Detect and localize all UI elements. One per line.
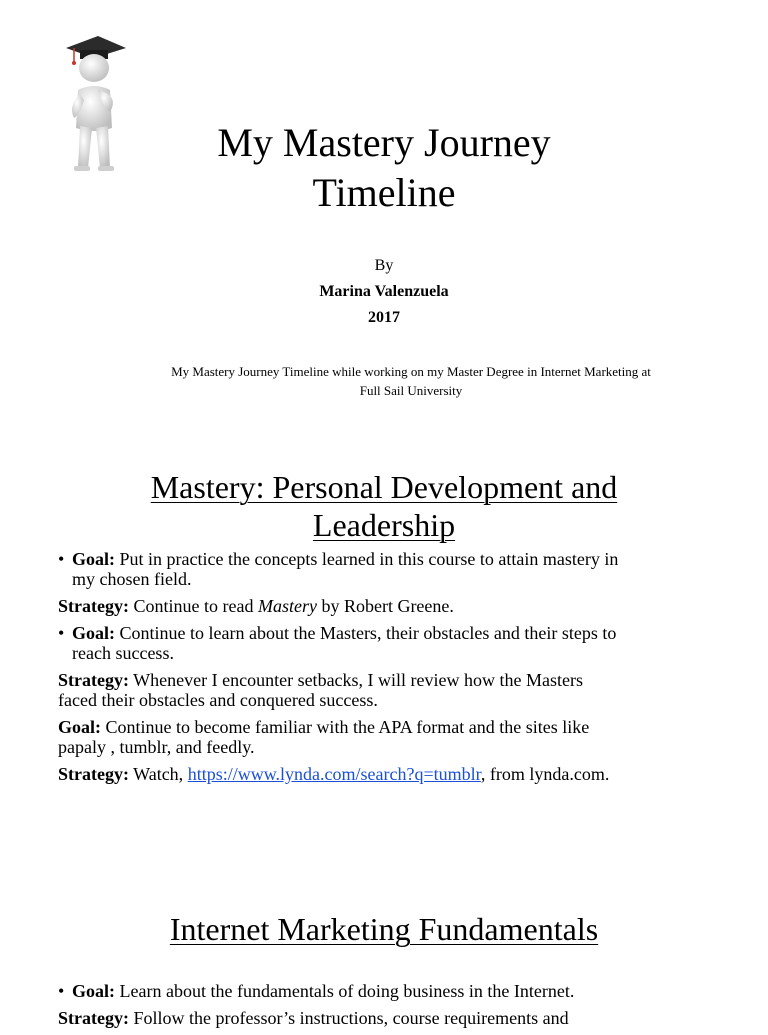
goal-text-line-1: Continue to become familiar with the APA format and the sites like	[101, 717, 590, 737]
list-item-strategy-1	[58, 596, 718, 616]
list-item-strategy-3	[58, 764, 718, 784]
list-item-strategy-4	[58, 1008, 718, 1028]
strategy-label: Strategy:	[58, 596, 129, 616]
section-1-content	[58, 549, 718, 791]
goal-text-line-1: Continue to learn about the Masters, their obstacles and their steps to	[115, 623, 617, 643]
goal-text-line-1: Put in practice the concepts learned in this course to attain mastery in	[115, 549, 619, 569]
section-2-heading-line-1: Internet Marketing Fundamentals	[169, 911, 599, 947]
strategy-label: Strategy:	[58, 764, 129, 784]
strategy-text-line-1: Whenever I encounter setbacks, I will review how the Masters	[128, 670, 583, 690]
list-item-goal-3	[58, 717, 718, 757]
publication-year: 2017	[368, 309, 400, 326]
strategy-text-pre: Continue to read	[128, 596, 258, 616]
page-title-line-2: Timeline	[312, 170, 456, 215]
strategy-text-post: by Robert Greene.	[316, 596, 454, 616]
book-title: Mastery	[257, 596, 317, 616]
document-subtitle	[120, 362, 702, 400]
strategy-label: Strategy:	[58, 1008, 129, 1028]
page-title	[100, 118, 668, 218]
goal-text-line-2: papaly , tumblr, and feedly.	[58, 737, 255, 757]
lynda-link[interactable]: https://www.lynda.com/search?q=tumblr	[187, 764, 481, 784]
byline-by: By	[374, 257, 394, 274]
section-1-heading-line-1: Mastery: Personal Development and	[150, 469, 618, 505]
strategy-label: Strategy:	[58, 670, 129, 690]
section-2-heading	[60, 910, 708, 948]
section-1-heading-line-2: Leadership	[312, 507, 456, 543]
strategy-text: Follow the professor’s instructions, course requirements and	[128, 1008, 569, 1028]
subtitle-line-2: Full Sail University	[359, 383, 463, 398]
strategy-text-post: , from lynda.com.	[480, 764, 610, 784]
goal-label: Goal:	[72, 549, 115, 569]
strategy-text-line-2: faced their obstacles and conquered success.	[58, 690, 378, 710]
goal-text-line-2: my chosen field.	[72, 569, 192, 589]
goal-label: Goal:	[58, 717, 101, 737]
goal-label: Goal:	[72, 981, 115, 1001]
author-name: Marina Valenzuela	[319, 283, 449, 300]
list-item-goal-1	[58, 549, 718, 589]
section-2-content	[58, 981, 718, 1035]
goal-label: Goal:	[72, 623, 115, 643]
page-title-line-1: My Mastery Journey	[217, 120, 551, 165]
list-item-goal-2	[58, 623, 718, 663]
section-1-heading	[60, 468, 708, 544]
subtitle-line-1: My Mastery Journey Timeline while working on my Master Degree in Internet Marketing at	[171, 364, 651, 379]
goal-text-line-2: reach success.	[72, 643, 174, 663]
list-item-goal-4	[58, 981, 718, 1001]
strategy-text-pre: Watch,	[128, 764, 188, 784]
list-item-strategy-2	[58, 670, 718, 710]
goal-text: Learn about the fundamentals of doing business in the Internet.	[115, 981, 575, 1001]
